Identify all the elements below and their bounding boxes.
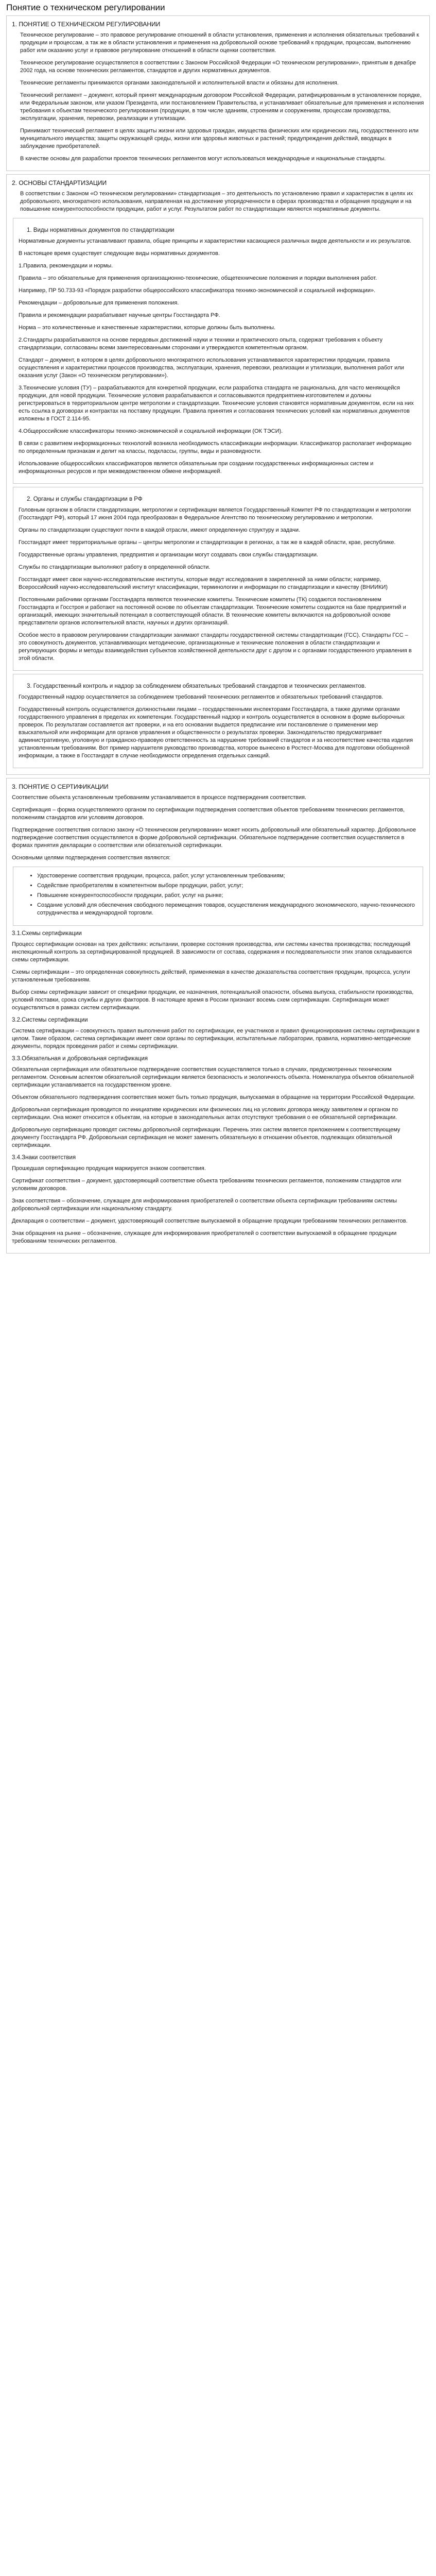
- paragraph: Постоянными рабочими органами Госстандарта являются технические комитеты. Технические комитеты (ТК) создаются постановлением Госстандарта и Госстроя и работают на постоянной основе по объектам стандартизации. Технические комитеты создаются на базе предприятий и организаций, имеющих значительный потенциал в соответствующей области. В технические комитеты включаются на добровольной основе представители органов исполнительной власти, научных и других организаций.: [19, 597, 406, 626]
- paragraph: Госстандарт имеет территориальные органы – центры метрологии и стандартизации в регионах, а так же в каждой области, крае, республике.: [19, 539, 396, 546]
- paragraph: Особое место в правовом регулировании стандартизации занимают стандарты государственной системы стандартизации (ГСС). Стандарты ГСС – это совокупность документов, устанавливающих методические, организационные и технические положения в области стандартизации и регулирующих формы и методы взаимодействия субъектов хозяйственной деятельности друг с другом и с органами государственного управления в этой области.: [19, 632, 412, 662]
- paragraph: Декларация о соответствии – документ, удостоверяющий соответствие выпускаемой в обращение продукции требованиям технических регламентов.: [12, 1218, 408, 1224]
- paragraph: Сертификация – форма осуществляемого органом по сертификации подтверждения соответствия объектов требованиям технических регламентов, положениям стандартов или условиям договоров.: [12, 807, 405, 821]
- list-item: • Повышение конкурентоспособности продукции, работ, услуг на рынке;: [37, 892, 417, 900]
- subsection-heading: 1. Виды нормативных документов по стандартизации: [27, 227, 175, 233]
- paragraph: Прошедшая сертификацию продукция маркируется знаком соответствия.: [12, 1165, 206, 1172]
- paragraph: Соответствие объекта установленным требованиям устанавливается в процессе подтверждения соответствия.: [12, 794, 307, 801]
- subsection-heading: 3.2.Системы сертификации: [12, 1017, 88, 1023]
- paragraph: Службы по стандартизации выполняют работу в определенной области.: [19, 564, 211, 570]
- paragraph: Правила и рекомендации разрабатывает научные центры Госстандарта РФ.: [19, 312, 220, 318]
- paragraph: Рекомендации – добровольные для применения положения.: [19, 300, 179, 306]
- paragraph: Головным органом в области стандартизации, метрологии и сертификации является Государственный Комитет РФ по стандартизации и метрологии (Госстандарт РФ), который 17 июня 2004 года преобразован в Федеральное Агентство по техническому регулированию и метрологии.: [19, 507, 411, 521]
- paragraph: 3.Технические условия (ТУ) – разрабатываются для конкретной продукции, если разработка стандарта не рациональна, для часто меняющейся продукции, для новой продукции. Технические условия разрабатываются и согласовываются предприятием-изготовителем и должны регистрироваться в территориальном центре метрологии и стандартизации. Технические условия становятся нормативным документом, если на них есть ссылка в договорах и контрактах на поставку продукции. Правила принятия и согласования технических условий как нормативных документов изложены в ГОСТ 2.114-95.: [19, 385, 414, 422]
- paragraph: Государственные органы управления, предприятия и организации могут создавать свои службы стандартизации.: [19, 552, 319, 558]
- paragraph: В соответствии с Законом «О техническом регулировании» стандартизация – это деятельность по установлению правил и характеристик в целях их добровольного, многократного использования, направленная на достижение упорядоченности в сферах производства и обращения продукции и на повышение конкурентоспособности продукции, работ и услуг. Результатом работ по стандартизации являются нормативные документы.: [20, 191, 413, 212]
- paragraph: Использование общероссийских классификаторов является обязательным при создании государственных информационных систем и информационных ресурсов и при межведомственном обмене информацией.: [19, 461, 374, 474]
- paragraph: 4.Общероссийские классификаторы технико-экономической и социальной информации (ОК ТЭСИ).: [19, 428, 283, 434]
- paragraph: Правила – это обязательные для применения организационно-технические, общетехнические положения и порядки выполнения работ.: [19, 275, 377, 281]
- goals-list-box: [13, 867, 423, 926]
- paragraph: Подтверждение соответствия согласно закону «О техническом регулировании» может носить добровольный или обязательный характер. Добровольное подтверждение соответствия осуществляется в форме добровольной сертификации. Обязательное подтверждение соответствия осуществляется в формах принятия декларации о соответствии или обязательной сертификации.: [12, 827, 416, 849]
- list-item: • Содействие приобретателям в компетентном выборе продукции, работ, услуг;: [37, 882, 417, 890]
- paragraph: Выбор схемы сертификации зависит от специфики продукции, ее назначения, потенциальной опасности, объема выпуска, стабильности производства, условий поставки, срока службы и других факторов. В настоящее время в России признают восемь схем сертификации. Сертификация может осуществляться в рамках систем сертификации.: [12, 989, 414, 1011]
- paragraph: Техническое регулирование – это правовое регулирование отношений в области установления, применения и исполнения обязательных требований к продукции и процессам, а так же в области установления и применения на добровольной основе требований к продукции, процессам, выполнению работ или оказанию услуг и правовое регулирование отношений в области оценки соответствия.: [20, 32, 419, 54]
- subsection-heading: 3. Государственный контроль и надзор за соблюдением обязательных требований стандартов и технических регламентов.: [27, 683, 367, 689]
- paragraph: Государственный контроль осуществляется должностными лицами – государственными инспекторами Госстандарта, а также другими органами государственного управления в пределах их компетенции. Государственный надзор и контроль осуществляется в основном в форме выборочных проверок. По результатам составляется акт проверки, и на его основании выдается предписание или постановление о применении мер взыскательной или информации для органов управления и общественности о результатах проверки. Законодательство предусматривает административную, уголовную и гражданско-правовую ответственность за нарушение требований стандартов и за несоответствие качества изделия установленным требованиям. Вот пример нарушителя руководство производства, которое вынесено в Ростест-Москва для подготовки обобщенной информации, а также в Госстандарт в случае необходимости определения отдельных санкций.: [19, 706, 413, 759]
- paragraph: Система сертификации – совокупность правил выполнения работ по сертификации, ее участников и правил функционирования системы сертификации в целом. Такие образом, система сертификации имеет свои органы по сертификации, испытательные лаборатории, правила, нормативно-методические документы, порядок проведения работ и схемы сертификации.: [12, 1028, 420, 1049]
- paragraph: Государственный надзор осуществляется за соблюдением требований технических регламентов и обязательных требований стандартов.: [19, 694, 383, 700]
- section-2-heading: 2. ОСНОВЫ СТАНДАРТИЗАЦИИ: [12, 179, 107, 187]
- subsection-2-1: [13, 218, 423, 484]
- subsection-2-3: [13, 674, 423, 768]
- paragraph: Техническое регулирование осуществляется в соответствии с Законом Российской Федерации «О техническом регулировании», принятым в декабре 2002 года, на основе технических регламентов, стандартов и других нормативных документов.: [20, 60, 416, 74]
- paragraph: В настоящее время существует следующие виды нормативных документов.: [19, 250, 220, 257]
- paragraph: Объектом обязательного подтверждения соответствия может быть только продукция, выпускаемая в обращение на территории Российской Федерации.: [12, 1094, 415, 1100]
- paragraph: Нормативные документы устанавливают правила, общие принципы и характеристики касающиеся различных видов деятельности и их результатов.: [19, 238, 412, 244]
- paragraph: Технические регламенты принимаются органами законодательной и исполнительной власти и обязаны для исполнения.: [20, 80, 339, 86]
- section-3-heading: 3. ПОНЯТИЕ О СЕРТИФИКАЦИИ: [12, 783, 109, 790]
- section-3: [6, 778, 430, 1253]
- paragraph: Знак обращения на рынке – обозначение, служащее для информирования приобретателей о соответствии выпускаемой в обращение продукции требованиям технических регламентов.: [12, 1230, 397, 1244]
- paragraph: Обязательная сертификация или обязательное подтверждение соответствия осуществляется только в случаях, предусмотренных техническим регламентом. Основным аспектом обязательной сертификации является безопасность и экологичность объекта. Номенклатура объектов обязательной сертификации устанавливается на государственном уровне.: [12, 1066, 414, 1088]
- paragraph: Основными целями подтверждения соответствия являются:: [12, 855, 171, 861]
- section-2: [6, 174, 430, 775]
- paragraph: Например, ПР 50.733-93 «Порядок разработки общероссийского классификатора технико-экономической и социальной информации».: [19, 287, 376, 294]
- subsection-heading: 3.1.Схемы сертификации: [12, 930, 82, 937]
- section-1-body: [12, 31, 424, 163]
- paragraph: В связи с развитием информационных технологий возникла необходимость классификации информации. Классификатор располагает информацию по определенным признакам и делит на классы, подклассы, группы, виды и разновидности.: [19, 440, 412, 454]
- paragraph: Госстандарт имеет свои научно-исследовательские институты, которые ведут исследования в закрепленной за ними области; например, Всероссийский научно-исследовательский институт классификации, терминологии и информации по стандартизации и качеству (ВНИИКИ): [19, 577, 388, 590]
- section-1: [6, 15, 430, 171]
- paragraph: 1.Правила, рекомендации и нормы.: [19, 263, 113, 269]
- paragraph: Процесс сертификации основан на трех действиях: испытании, проверке состояния производства, или системы качества производства; последующий инспекционный контроль за сертифицированной продукцией. В зависимости от состава, содержания и последовательности этих этапов складываются схемы сертификации.: [12, 941, 412, 963]
- page-title: Понятие о техническом регулировании: [6, 3, 165, 12]
- list-item: • Создание условий для обеспечения свободного перемещения товаров, осуществления международного экономического, научно-технического сотрудничества и международной торговли.: [37, 902, 417, 917]
- list-item: • Удостоверение соответствия продукции, процесса, работ, услуг установленным требованиям;: [37, 872, 417, 880]
- subsection-heading: 2. Органы и службы стандартизации в РФ: [27, 496, 143, 502]
- paragraph: Знак соответствия – обозначение, служащее для информирования приобретателей о соответствии объекта сертификации требованиям системы добровольной сертификации или национальному стандарту.: [12, 1198, 397, 1212]
- paragraph: В качестве основы для разработки проектов технических регламентов могут использоваться международные и национальные стандарты.: [20, 156, 386, 162]
- paragraph: Технический регламент – документ, который принят международным договором Российской Федерации, ратифицированным в установленном порядке, или Федеральным законом, или указом Президента, или постановлением Правительства, и устанавливает обязательные для применения и исполнения требования к объектам технического регулирования (продукции, в том числе зданиям, строениям и сооружениям, процессам производства, эксплуатации, хранения, перевозки, реализации и утилизации.: [20, 92, 424, 122]
- paragraph: Стандарт – документ, в котором в целях добровольного многократного использования устанавливаются характеристики продукции, правила осуществления и характеристики процессов производства, эксплуатации, хранения, перевозки, реализации и утилизации, выполнения работ или оказания услуг (Закон «О техническом регулировании»).: [19, 357, 404, 379]
- paragraph: Сертификат соответствия – документ, удостоверяющий соответствие объекта требованиям технических регламентов, положениям стандартов или условиям договоров.: [12, 1178, 402, 1192]
- subsection-heading: 3.3.Обязательная и добровольная сертификация: [12, 1056, 148, 1062]
- goals-list: [19, 872, 417, 917]
- paragraph: Норма – это количественные и качественные характеристики, которые должны быть выполнены.: [19, 325, 276, 331]
- subsection-2-2: [13, 487, 423, 671]
- section-1-heading: 1. ПОНЯТИЕ О ТЕХНИЧЕСКОМ РЕГУЛИРОВАНИИ: [12, 21, 161, 28]
- paragraph: Добровольную сертификацию проводят системы добровольной сертификации. Перечень этих систем является приложением к соответствующему документу Госстандарта РФ. Добровольная сертификация не может заменить обязательную в отношении объектов, подлежащих обязательной сертификации.: [12, 1127, 400, 1148]
- paragraph: Органы по стандартизации существуют почти в каждой отрасли, имеют определенную структуру и задачи.: [19, 527, 301, 533]
- subsection-heading: 3.4.Знаки соответствия: [12, 1155, 76, 1161]
- paragraph: Схемы сертификации – это определенная совокупность действий, применяемая в качестве доказательства соответствия продукции, процесса, услуги установленным требованиям.: [12, 969, 410, 983]
- paragraph: Добровольная сертификация проводится по инициативе юридических или физических лиц на условиях договора между заявителем и органом по сертификации. Она может относится к объектам, на которые в законодательных актах отсутствуют требования о ее обязательной сертификации.: [12, 1107, 398, 1121]
- paragraph: 2.Стандарты разрабатываются на основе передовых достижений науки и техники и практического опыта, содержат требования к объекту стандартизации, согласованы всеми заинтересованными сторонами и утверждаются компетентным органом.: [19, 337, 383, 351]
- paragraph: Принимают технический регламент в целях защиты жизни или здоровья граждан, имущества физических или юридических лиц, государственного или муниципального имущества; защиты окружающей среды, жизни или здоровья животных и растений; предупреждения действий, вводящих в заблуждение приобретателей.: [20, 128, 418, 149]
